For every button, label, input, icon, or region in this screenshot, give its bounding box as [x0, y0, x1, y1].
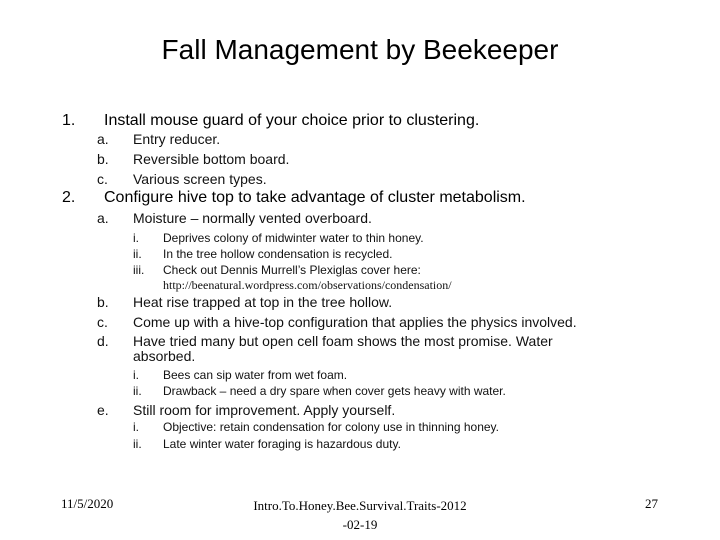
item-2d-i-marker: i.	[133, 368, 139, 382]
item-2e-text: Still room for improvement. Apply yourself.	[133, 402, 396, 418]
item-1a-text: Entry reducer.	[133, 131, 221, 147]
item-1b-text: Reversible bottom board.	[133, 151, 290, 167]
item-1b-marker: b.	[97, 151, 109, 167]
item-2d-ii-text: Drawback – need a dry spare when cover gets heavy with water.	[163, 384, 506, 398]
item-2a-marker: a.	[97, 210, 109, 226]
item-2a-ii-marker: ii.	[133, 247, 142, 261]
item-1-number: 1.	[62, 112, 76, 129]
item-2d-i-text: Bees can sip water from wet foam.	[163, 368, 348, 382]
item-2c-marker: c.	[97, 314, 108, 330]
item-2a-i-text: Deprives colony of midwinter water to thin honey.	[163, 231, 424, 245]
footer-center-line1: Intro.To.Honey.Bee.Survival.Traits-2012	[253, 498, 467, 513]
item-2b-text: Heat rise trapped at top in the tree hollow.	[133, 294, 393, 310]
item-1c-text: Various screen types.	[133, 171, 267, 187]
item-2e-marker: e.	[97, 402, 109, 418]
item-2-text: Configure hive top to take advantage of cluster metabolism.	[104, 189, 526, 206]
item-2e-ii-marker: ii.	[133, 437, 142, 451]
footer-center	[210, 496, 510, 534]
item-2a-text: Moisture – normally vented overboard.	[133, 210, 372, 226]
item-2e-i-text: Objective: retain condensation for colony use in thinning honey.	[163, 420, 499, 434]
item-2a-i-marker: i.	[133, 231, 139, 245]
slide-title: Fall Management by Beekeeper	[161, 34, 559, 65]
item-2a-iii-text: Check out Dennis Murrell’s Plexiglas cover here:	[163, 263, 421, 277]
item-1c-marker: c.	[97, 171, 108, 187]
item-2d-marker: d.	[97, 333, 109, 349]
item-2a-ii-text: In the tree hollow condensation is recycled.	[163, 247, 393, 261]
footer-center-line2: -02-19	[342, 517, 378, 532]
footer-page-number: 27	[645, 496, 658, 511]
item-2d-ii-marker: ii.	[133, 384, 142, 398]
item-2a-iii-marker: iii.	[133, 263, 145, 277]
item-2e-ii-text: Late winter water foraging is hazardous duty.	[163, 437, 401, 451]
item-1-text: Install mouse guard of your choice prior to clustering.	[104, 112, 480, 129]
item-2d-text-line2: absorbed.	[133, 348, 196, 364]
item-2e-i-marker: i.	[133, 420, 139, 434]
item-1a-marker: a.	[97, 131, 109, 147]
item-2a-url-link[interactable]: http://beenatural.wordpress.com/observations/condensation/	[163, 278, 452, 292]
item-2d-text-line1: Have tried many but open cell foam shows the most promise. Water	[133, 333, 553, 349]
item-2c-text: Come up with a hive-top configuration that applies the physics involved.	[133, 314, 577, 330]
footer-date: 11/5/2020	[61, 496, 114, 511]
item-2b-marker: b.	[97, 294, 109, 310]
item-2-number: 2.	[62, 189, 76, 206]
